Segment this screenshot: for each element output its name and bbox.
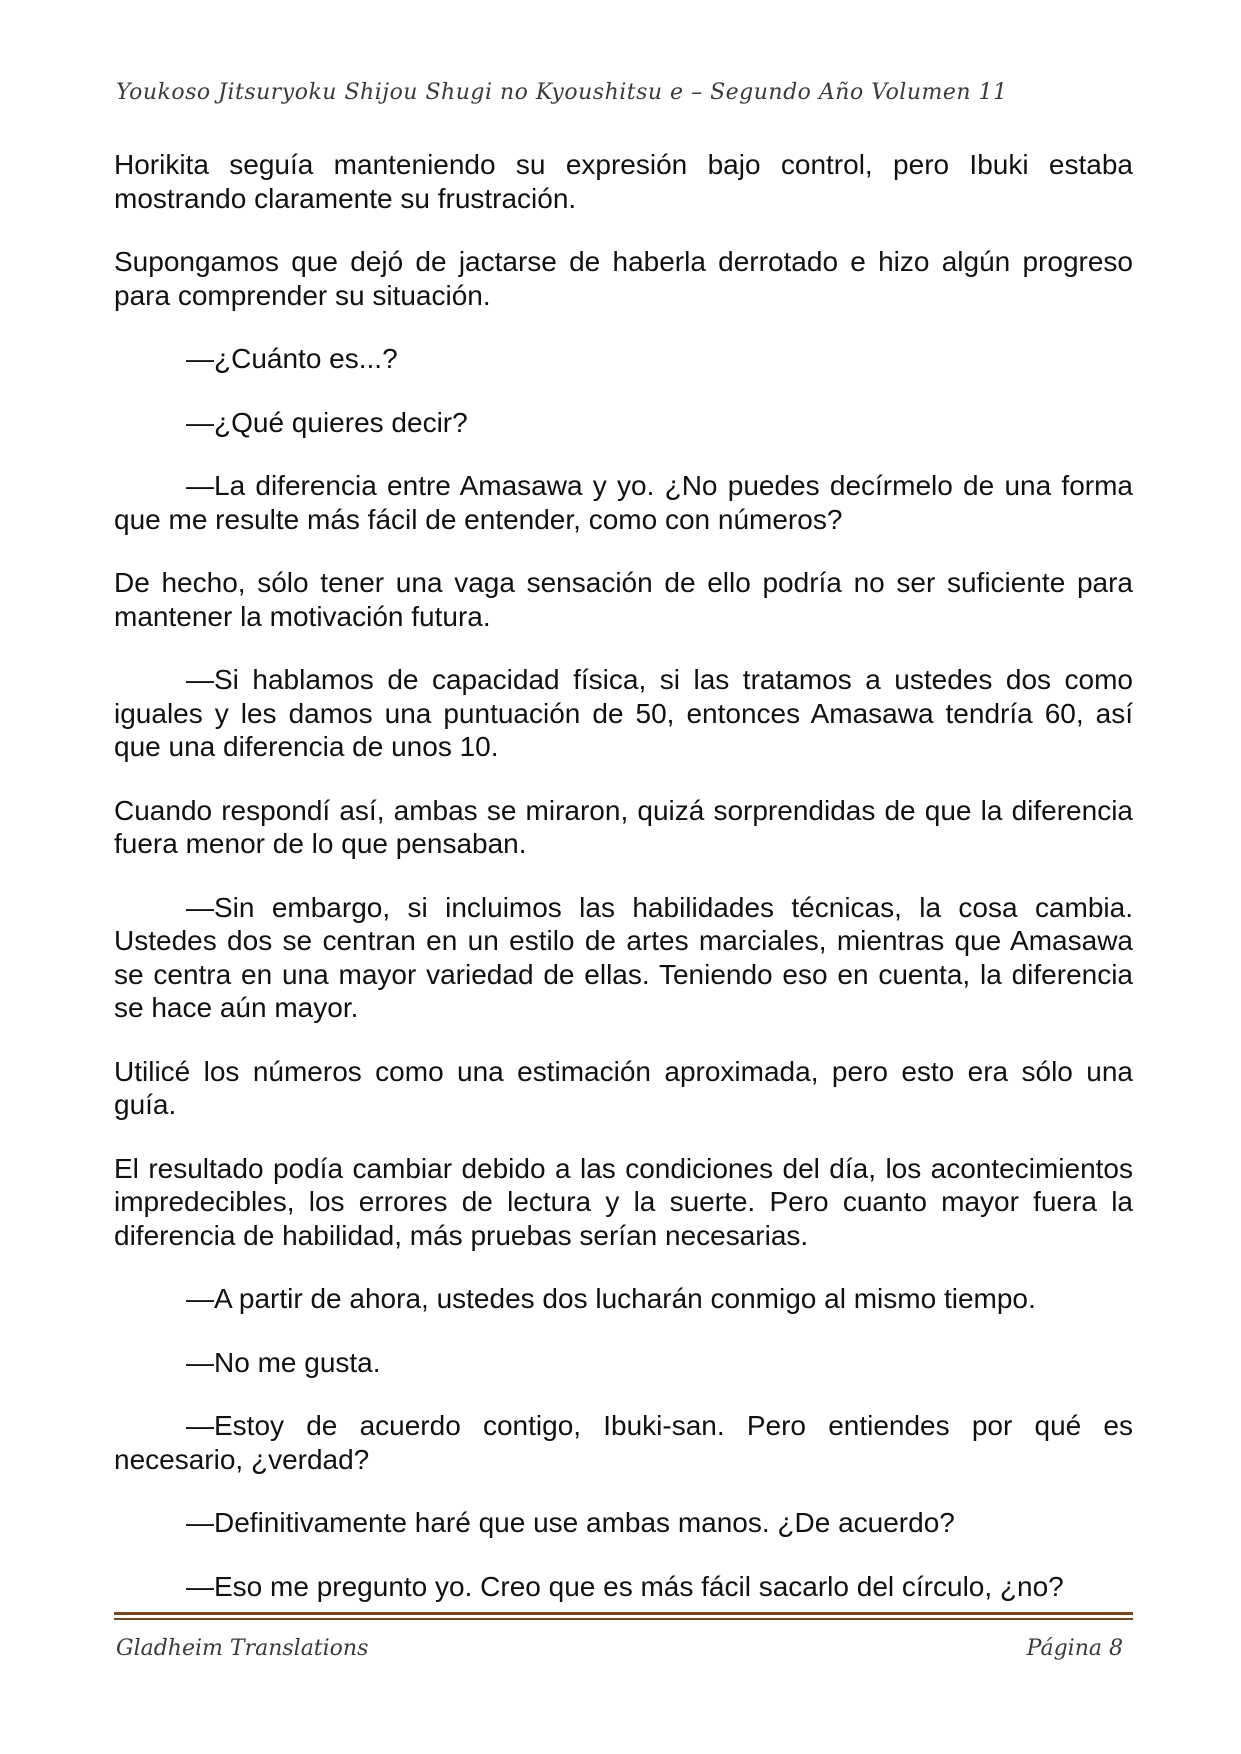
paragraph: Supongamos que dejó de jactarse de haberla derrotado e hizo algún progreso para comprender su situación. <box>114 246 1133 311</box>
paragraph: Cuando respondí así, ambas se miraron, quizá sorprendidas de que la diferencia fuera menor de lo que pensaban. <box>114 794 1133 859</box>
dialogue-line: —¿Qué quieres decir? <box>186 406 468 438</box>
running-header: Youkoso Jitsuryoku Shijou Shugi no Kyoushitsu e – Segundo Año Volumen 11 <box>116 80 1008 105</box>
paragraph: De hecho, sólo tener una vaga sensación de ello podría no ser suficiente para mantener la motivación futura. <box>114 567 1133 632</box>
paragraph: Horikita seguía manteniendo su expresión bajo control, pero Ibuki estaba mostrando claramente su frustración. <box>114 149 1133 214</box>
footer-rule <box>114 1612 1133 1622</box>
dialogue-line: —Definitivamente haré que use ambas manos. ¿De acuerdo? <box>186 1507 955 1538</box>
dialogue-line: —Estoy de acuerdo contigo, Ibuki-san. Pero entiendes por qué es necesario, ¿verdad? <box>114 1410 1133 1475</box>
dialogue-line: —¿Cuánto es...? <box>186 343 398 374</box>
dialogue-line: —Sin embargo, si incluimos las habilidades técnicas, la cosa cambia. Ustedes dos se centran en un estilo de artes marciales, mientras que Amasawa se centra en una mayor variedad de ellas. Teniendo eso en cuenta, la diferencia se hace aún mayor. <box>114 891 1133 1023</box>
paragraph: Utilicé los números como una estimación aproximada, pero esto era sólo una guía. <box>114 1055 1133 1120</box>
paragraph: El resultado podía cambiar debido a las condiciones del día, los acontecimientos impredecibles, los errores de lectura y la suerte. Pero cuanto mayor fuera la diferencia de habilidad, más pruebas serían necesarias. <box>114 1152 1133 1251</box>
body-text <box>114 148 1133 1633</box>
footer-page-number: Página 8 <box>1026 1636 1123 1661</box>
footer-rule-thin <box>114 1618 1133 1620</box>
dialogue-line: —La diferencia entre Amasawa y yo. ¿No puedes decírmelo de una forma que me resulte más fácil de entender, como con números? <box>114 470 1133 535</box>
footer-rule-thick <box>114 1612 1133 1615</box>
dialogue-line: —A partir de ahora, ustedes dos lucharán conmigo al mismo tiempo. <box>186 1283 1036 1314</box>
dialogue-line: —Eso me pregunto yo. Creo que es más fácil sacarlo del círculo, ¿no? <box>186 1570 1064 1602</box>
dialogue-line: —No me gusta. <box>186 1346 381 1378</box>
footer-publisher: Gladheim Translations <box>116 1636 369 1661</box>
dialogue-line: —Si hablamos de capacidad física, si las tratamos a ustedes dos como iguales y les damos una puntuación de 50, entonces Amasawa tendría 60, así que una diferencia de unos 10. <box>114 664 1133 762</box>
